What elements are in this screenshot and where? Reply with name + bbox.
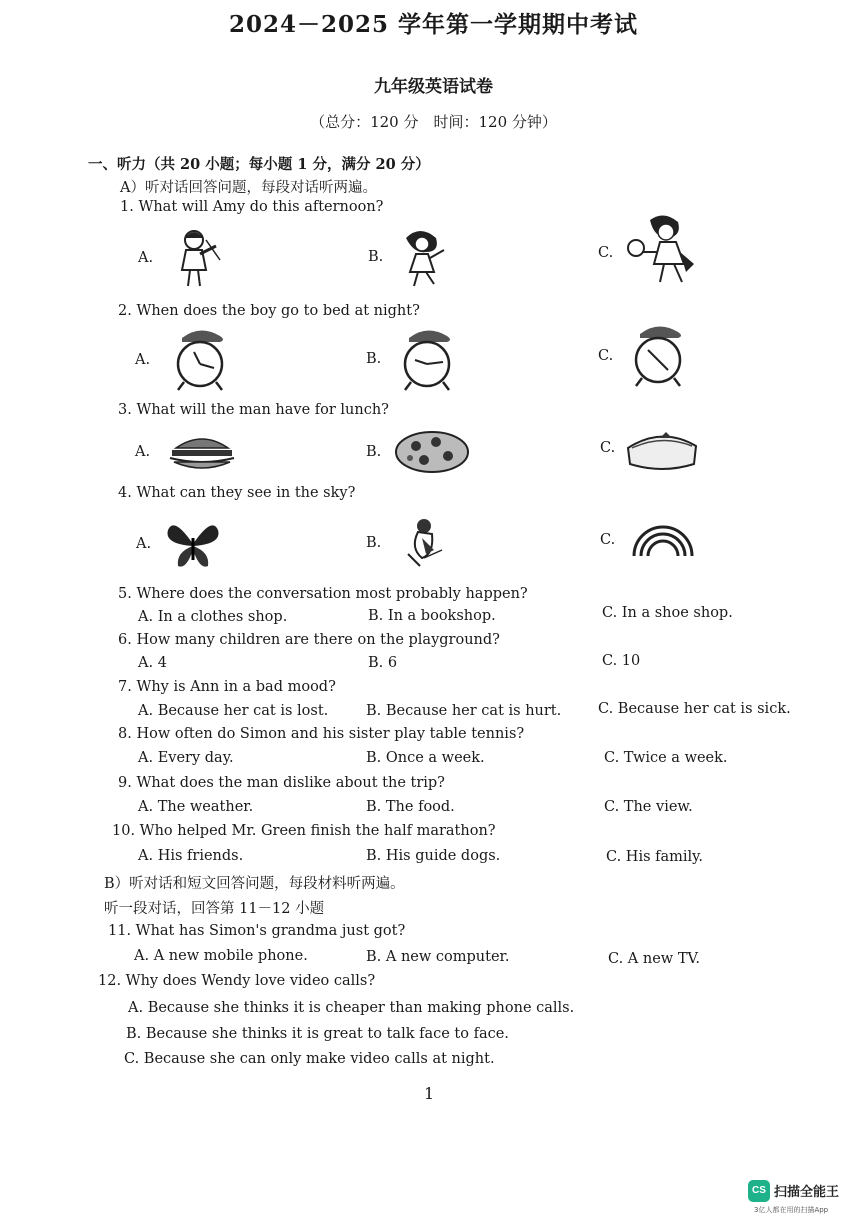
option-b: B. Because she thinks it is great to talk face to face. [126, 1026, 509, 1042]
alarm-clock-icon [395, 326, 459, 392]
camscanner-logo-icon: CS [748, 1180, 770, 1202]
rainbow-icon [628, 514, 698, 558]
butterfly-icon [164, 516, 222, 572]
option-c: C. His family. [606, 849, 704, 865]
option-a: A. The weather. [138, 799, 254, 815]
question-5: 5. Where does the conversation most probably happen? [118, 586, 528, 602]
option-c: C. A new TV. [608, 951, 701, 967]
question-6: 6. How many children are there on the playground? [118, 632, 500, 648]
option-label: C. [600, 440, 616, 456]
option-a: A. Because her cat is lost. [138, 703, 329, 719]
question-2: 2. When does the boy go to bed at night? [118, 303, 420, 319]
exam-title: 2024－2025 学年第一学期期中考试 [228, 11, 639, 38]
option-label: B. [366, 444, 382, 460]
option-label: C. [598, 245, 614, 261]
option-b: B. A new computer. [366, 949, 510, 965]
option-a: A. Every day. [138, 750, 234, 766]
option-label: C. [598, 348, 614, 364]
question-4: 4. What can they see in the sky? [118, 485, 356, 501]
girl-tennis-icon [624, 212, 700, 288]
option-b: B. 6 [368, 655, 398, 671]
option-a: A. In a clothes shop. [138, 609, 288, 625]
question-7: 7. Why is Ann in a bad mood? [118, 679, 336, 695]
question-1: 1. What will Amy do this afternoon? [120, 199, 384, 215]
part-b-subheading: 听一段对话，回答第 11－12 小题 [104, 901, 325, 917]
bird-icon [398, 514, 448, 572]
section-heading: 一、听力（共 20 小题；每小题 1 分，满分 20 分） [88, 156, 430, 173]
option-b: B. Because her cat is hurt. [366, 703, 562, 719]
option-label: C. [600, 532, 616, 548]
question-10: 10. Who helped Mr. Green finish the half marathon? [112, 823, 496, 839]
option-b: B. In a bookshop. [368, 608, 496, 624]
option-b: B. Once a week. [366, 750, 485, 766]
option-label: B. [366, 535, 382, 551]
alarm-clock-icon [168, 326, 232, 392]
option-label: A. [138, 250, 154, 266]
option-a: A. Because she thinks it is cheaper than making phone calls. [128, 1000, 575, 1016]
pie-icon [622, 424, 702, 474]
page-number: 1 [424, 1084, 435, 1103]
option-b: B. The food. [366, 799, 455, 815]
option-a: A. A new mobile phone. [134, 948, 308, 964]
option-c: C. 10 [602, 653, 641, 669]
option-label: B. [366, 351, 382, 367]
part-b-heading: B）听对话和短文回答问题，每段材料听两遍。 [104, 876, 405, 892]
option-c: C. In a shoe shop. [602, 605, 733, 621]
option-c: C. The view. [604, 799, 693, 815]
watermark-tagline: 3亿人都在用的扫描App [754, 1206, 829, 1214]
question-8: 8. How often do Simon and his sister play table tennis? [118, 726, 525, 742]
girl-violin-icon [172, 226, 224, 290]
option-c: C. Twice a week. [604, 750, 728, 766]
question-12: 12. Why does Wendy love video calls? [98, 973, 376, 989]
question-9: 9. What does the man dislike about the trip? [118, 775, 445, 791]
option-c: C. Because her cat is sick. [598, 701, 791, 717]
pizza-icon [392, 424, 472, 476]
exam-meta: （总分：120 分 时间：120 分钟） [310, 113, 557, 131]
question-11: 11. What has Simon's grandma just got? [108, 923, 406, 939]
girl-dancing-icon [396, 226, 450, 290]
option-b: B. His guide dogs. [366, 848, 501, 864]
option-label: A. [135, 444, 151, 460]
question-3: 3. What will the man have for lunch? [118, 402, 389, 418]
exam-subtitle: 九年级英语试卷 [374, 77, 493, 97]
scanner-watermark [748, 1178, 858, 1218]
hamburger-icon [166, 430, 238, 474]
option-a: A. 4 [138, 655, 167, 671]
alarm-clock-icon [626, 322, 690, 388]
option-label: A. [135, 352, 151, 368]
watermark-name: 扫描全能王 [774, 1185, 840, 1200]
option-a: A. His friends. [138, 848, 244, 864]
option-label: B. [368, 249, 384, 265]
option-label: A. [136, 536, 152, 552]
option-c: C. Because she can only make video calls at night. [124, 1051, 495, 1067]
part-a-heading: A）听对话回答问题，每段对话听两遍。 [120, 180, 377, 196]
